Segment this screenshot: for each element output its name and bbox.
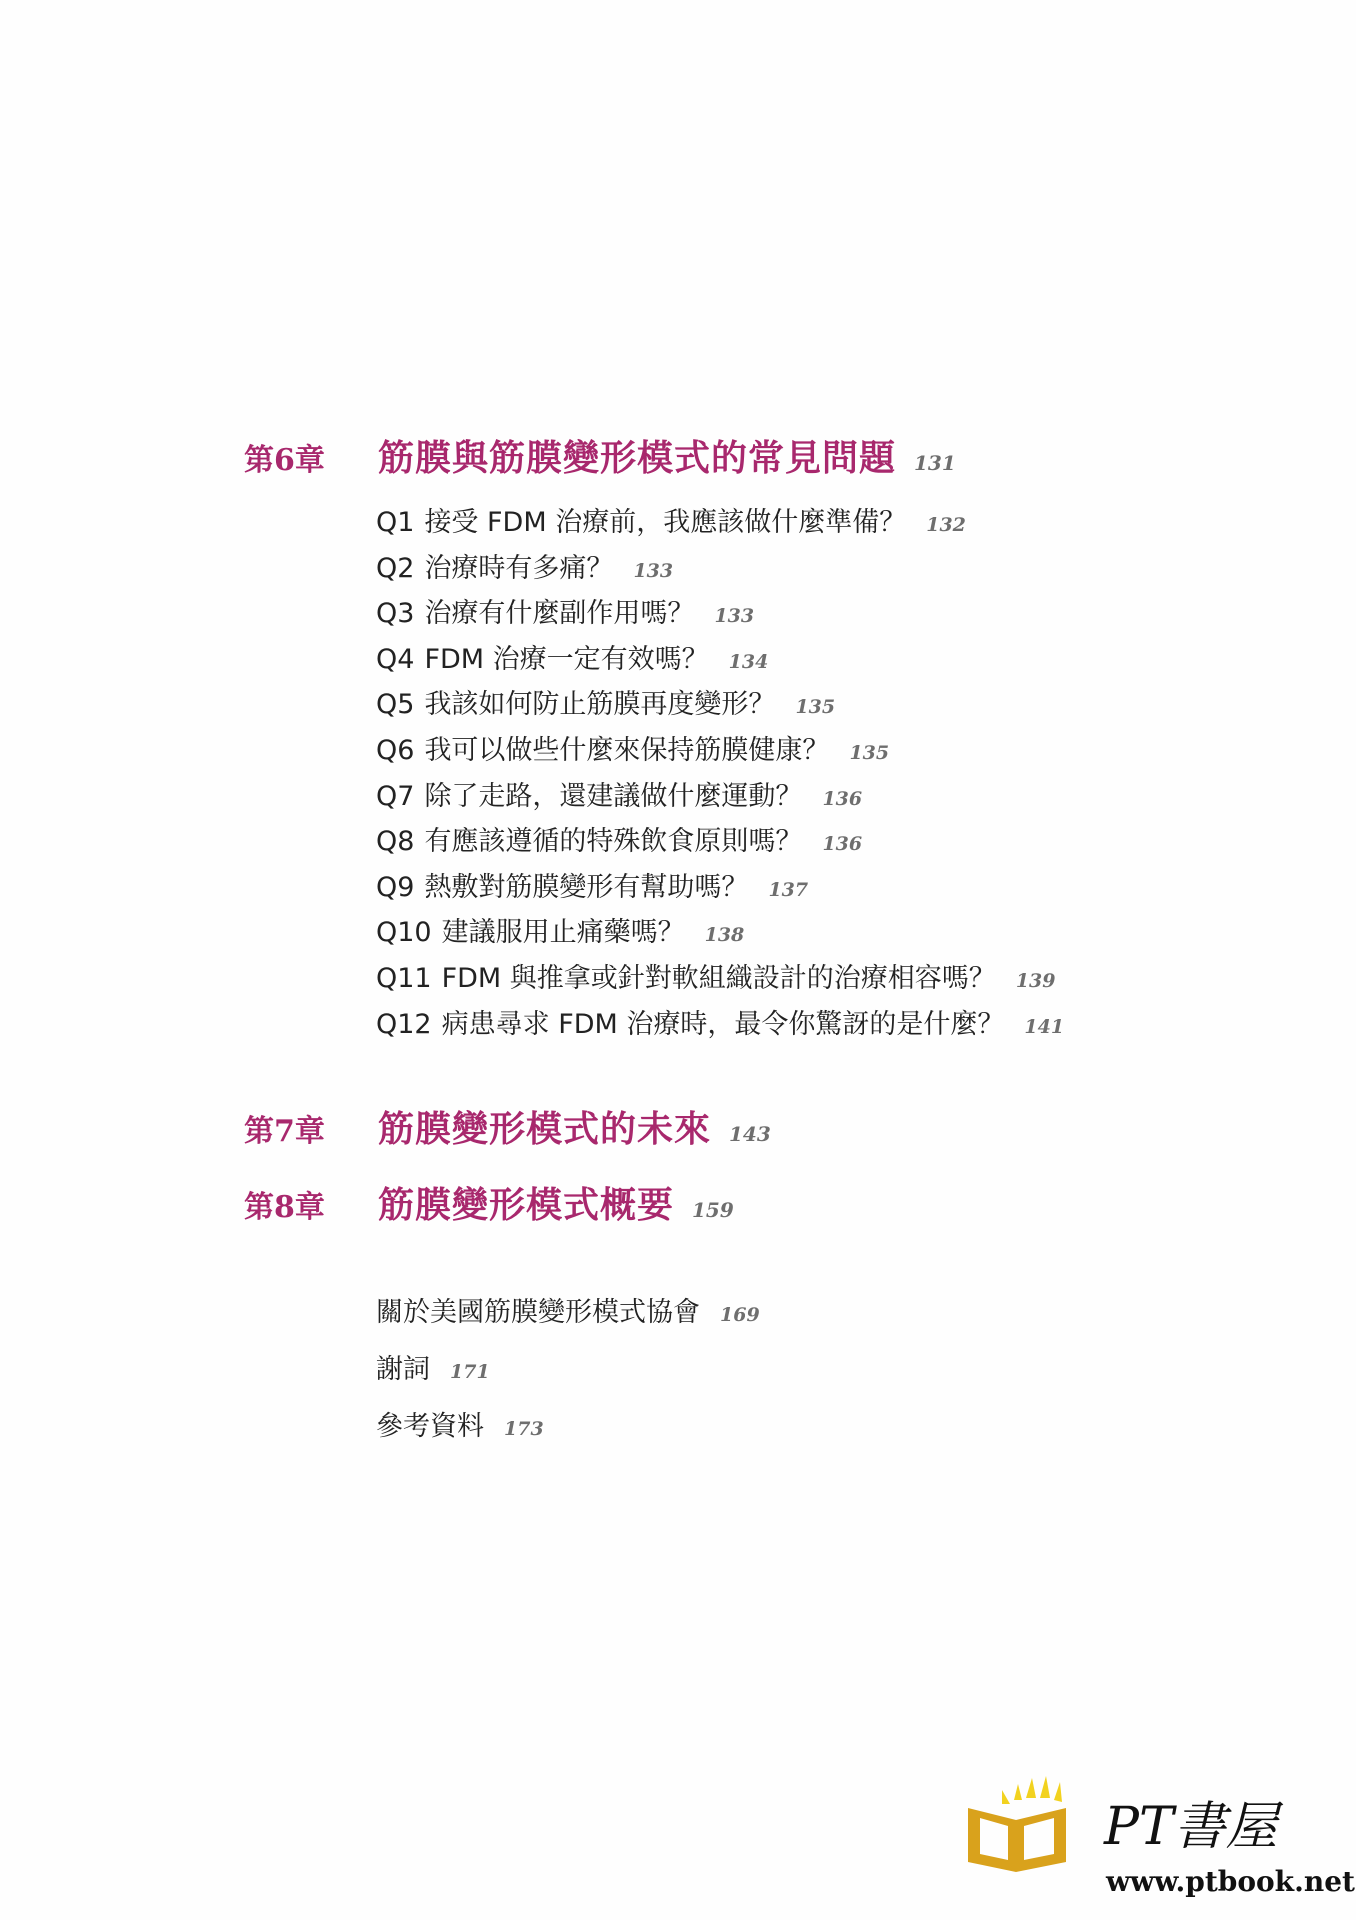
appendix-list (376, 1290, 760, 1461)
question-number: Q7 (376, 780, 415, 812)
question-page-number: 136 (822, 833, 863, 856)
question-number: Q4 (376, 643, 415, 675)
chapter-page-number: 143 (729, 1122, 771, 1146)
question-number: Q11 (376, 962, 432, 994)
question-item[interactable] (376, 728, 1064, 774)
question-item[interactable] (376, 682, 1064, 728)
appendix-item[interactable] (376, 1347, 760, 1404)
question-page-number: 133 (633, 559, 674, 582)
chapter-7-entry[interactable] (244, 1101, 771, 1151)
question-number: Q10 (376, 917, 432, 949)
question-item[interactable] (376, 774, 1064, 820)
question-page-number: 141 (1024, 1015, 1065, 1038)
chapter-number: 第6章 (244, 443, 325, 478)
appendix-title: 謝詞 (376, 1354, 430, 1385)
question-number: Q3 (376, 598, 415, 630)
appendix-item[interactable] (376, 1404, 760, 1461)
chapter-title: 筋膜變形模式概要 (378, 1184, 675, 1226)
question-text: 熱敷對筋膜變形有幫助嗎？ (424, 871, 749, 903)
question-text: 建議服用止痛藥嗎？ (441, 917, 685, 949)
appendix-page-number: 171 (450, 1361, 490, 1383)
question-number: Q8 (376, 826, 415, 858)
question-item[interactable] (376, 1002, 1064, 1048)
appendix-page-number: 169 (720, 1304, 760, 1326)
appendix-page-number: 173 (504, 1418, 544, 1440)
question-item[interactable] (376, 637, 1064, 683)
question-item[interactable] (376, 546, 1064, 592)
question-item[interactable] (376, 865, 1064, 911)
question-item[interactable] (376, 819, 1064, 865)
question-page-number: 133 (714, 605, 755, 628)
question-item[interactable] (376, 500, 1064, 546)
ptbook-watermark (962, 1772, 1355, 1912)
question-text: 除了走路，還建議做什麼運動？ (424, 780, 803, 812)
chapter-title: 筋膜與筋膜變形模式的常見問題 (378, 437, 897, 479)
question-list (376, 500, 1064, 1047)
question-page-number: 135 (795, 696, 836, 719)
question-text: 我該如何防止筋膜再度變形？ (424, 689, 776, 721)
question-number: Q12 (376, 1008, 432, 1040)
question-number: Q5 (376, 689, 415, 721)
question-number: Q6 (376, 734, 415, 766)
question-page-number: 137 (768, 878, 809, 901)
question-text: FDM 與推拿或針對軟組織設計的治療相容嗎？ (441, 962, 996, 994)
question-page-number: 138 (704, 924, 745, 947)
appendix-title: 參考資料 (376, 1411, 484, 1442)
question-number: Q9 (376, 871, 415, 903)
question-text: 接受 FDM 治療前，我應該做什麼準備？ (424, 507, 907, 538)
question-number: Q2 (376, 552, 415, 584)
appendix-title: 關於美國筋膜變形模式協會 (376, 1297, 700, 1328)
question-text: 我可以做些什麼來保持筋膜健康？ (424, 734, 830, 766)
question-number: Q1 (376, 507, 415, 538)
question-item[interactable] (376, 591, 1064, 637)
question-text: 治療時有多痛？ (424, 552, 614, 584)
chapter-page-number: 159 (692, 1198, 734, 1222)
question-item[interactable] (376, 910, 1064, 956)
open-book-icon (962, 1772, 1352, 1872)
chapter-number: 第7章 (244, 1114, 325, 1149)
question-text: 有應該遵循的特殊飲食原則嗎？ (424, 826, 803, 858)
svg-text:PT書屋: PT書屋 (1104, 1797, 1278, 1857)
question-page-number: 139 (1015, 969, 1056, 992)
question-text: FDM 治療一定有效嗎？ (424, 643, 709, 675)
chapter-number: 第8章 (244, 1190, 325, 1225)
chapter-8-entry[interactable] (244, 1177, 734, 1227)
question-page-number: 134 (728, 650, 769, 673)
watermark-url: www.ptbook.net (1106, 1865, 1355, 1898)
chapter-6-entry[interactable] (244, 430, 956, 480)
question-item[interactable] (376, 956, 1064, 1002)
question-text: 病患尋求 FDM 治療時，最令你驚訝的是什麼？ (441, 1008, 1005, 1040)
chapter-page-number: 131 (914, 451, 956, 475)
question-text: 治療有什麼副作用嗎？ (424, 598, 695, 630)
question-page-number: 136 (822, 787, 863, 810)
chapter-title: 筋膜變形模式的未來 (378, 1108, 712, 1150)
appendix-item[interactable] (376, 1290, 760, 1347)
question-page-number: 132 (926, 514, 966, 536)
question-page-number: 135 (849, 741, 890, 764)
